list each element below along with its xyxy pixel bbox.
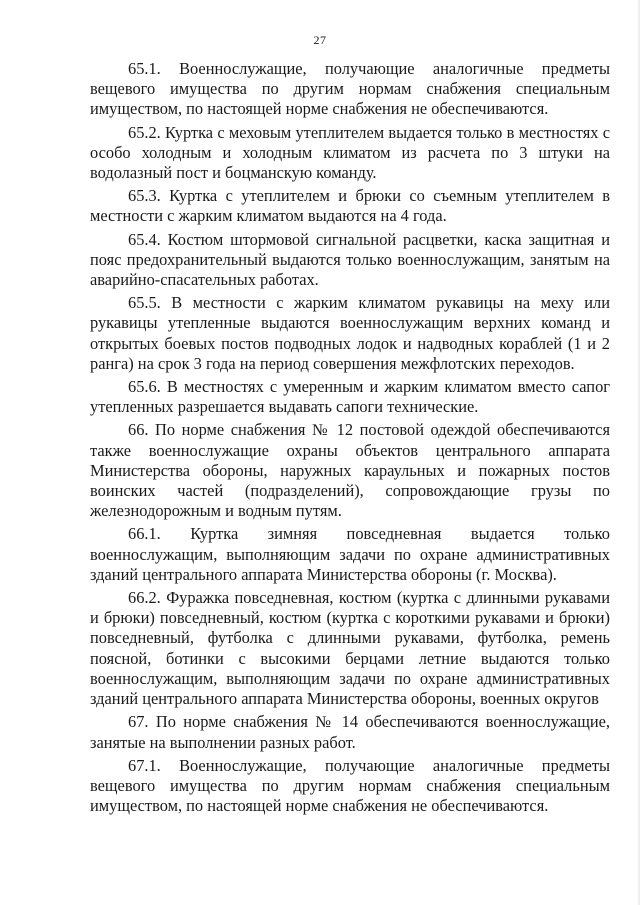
page-number: 27 — [313, 33, 327, 47]
paragraph-66: 66. По норме снабжения № 12 постовой одеждой обеспечиваются также военнослужащие охраны объектов центрального аппарата Министерства обороны, наружных караульных и пожарных постов воинских частей (подразделений), сопровождающие грузы по железнодорожным и водным путям. — [90, 420, 610, 521]
paragraph-65-6: 65.6. В местностях с умеренным и жарким климатом вместо сапог утепленных разрешается выдавать сапоги технические. — [90, 377, 610, 417]
document-body — [90, 59, 610, 819]
paragraph-65-3: 65.3. Куртка с утеплителем и брюки со съемным утеплителем в местности с жарким климатом выдаются на 4 года. — [90, 186, 610, 226]
paragraph-67-1: 67.1. Военнослужащие, получающие аналогичные предметы вещевого имущества по другим нормам снабжения специальным имуществом, по настоящей норме снабжения не обеспечиваются. — [90, 755, 610, 816]
paragraph-67: 67. По норме снабжения № 14 обеспечиваются военнослужащие, занятые на выполнении разных работ. — [90, 712, 610, 752]
paragraph-66-1: 66.1. Куртка зимняя повседневная выдается только военнослужащим, выполняющим задачи по охране административных зданий центрального аппарата Министерства обороны (г. Москва). — [90, 524, 610, 584]
paragraph-66-2: 66.2. Фуражка повседневная, костюм (куртка с длинными рукавами и брюки) повседневный, костюм (куртка с короткими рукавами и брюки) повседневный, футболка с длинными рукавами, футболка, ремень поясной, ботинки с высокими берцами летние выдаются только военнослужащим, выполняющим задачи по охране административных зданий центрального аппарата Министерства обороны, военных округов — [90, 588, 610, 709]
paragraph-65-2: 65.2. Куртка с меховым утеплителем выдается только в местностях с особо холодным и холодным климатом из расчета по 3 штуки на водолазный пост и боцманскую команду. — [90, 122, 610, 183]
paragraph-65-4: 65.4. Костюм штормовой сигнальной расцветки, каска защитная и пояс предохранительный выдаются только военнослужащим, занятым на аварийно-спасательных работах. — [90, 229, 610, 290]
paragraph-65-5: 65.5. В местности с жарким климатом рукавицы на меху или рукавицы утепленные выдаются военнослужащим верхних команд и открытых боевых постов подводных лодок и надводных кораблей (1 и 2 ранга) на срок 3 года на период совершения межфлотских переходов. — [90, 293, 610, 373]
paragraph-65-1: 65.1. Военнослужащие, получающие аналогичные предметы вещевого имущества по другим нормам снабжения специальным имуществом, по настоящей норме снабжения не обеспечиваются. — [90, 59, 610, 119]
